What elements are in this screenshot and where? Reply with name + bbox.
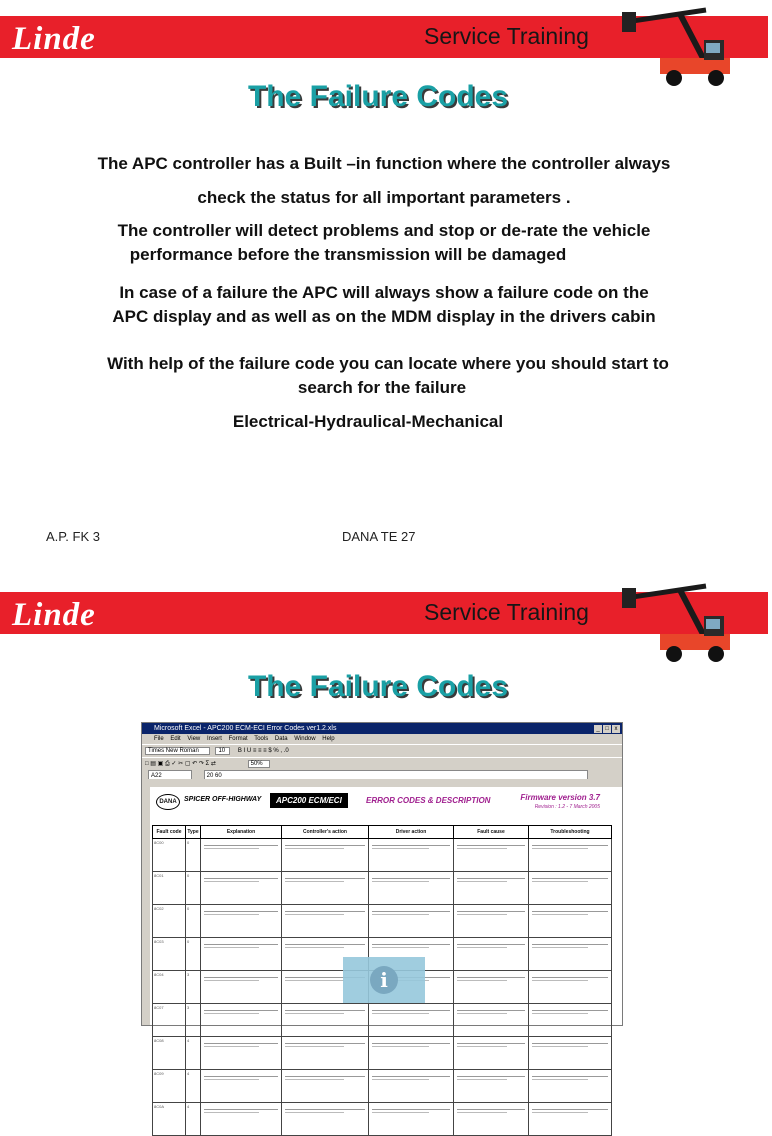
- text-cell: [369, 1103, 454, 1136]
- text-cell: [282, 905, 369, 938]
- table-row: [153, 872, 612, 905]
- type-cell: 4: [186, 1070, 201, 1103]
- revision-label: Revision : 1.2 - 7 March 2005: [534, 804, 600, 810]
- text-cell: [201, 1037, 282, 1070]
- text-cell: [282, 872, 369, 905]
- sheet-banner: [156, 791, 612, 813]
- text-cell: [201, 839, 282, 872]
- row-headers: [142, 787, 150, 1025]
- linde-logo: Linde: [12, 597, 96, 633]
- fault-code-cell: 8C04: [153, 971, 186, 1004]
- fault-code-cell: 8C09: [153, 1070, 186, 1103]
- text-cell: [282, 1004, 369, 1037]
- text-cell: [454, 839, 529, 872]
- window-controls: _ □ x: [593, 724, 620, 735]
- text-cell: [369, 1070, 454, 1103]
- service-training-label: Service Training: [424, 23, 589, 49]
- text-cell: [282, 1103, 369, 1136]
- fault-code-cell: 8C01: [153, 872, 186, 905]
- text-cell: [529, 839, 612, 872]
- paragraph-line: Electrical-Hydraulical-Mechanical: [232, 412, 504, 431]
- menu-tools: Tools: [254, 736, 269, 742]
- excel-title-bar: [142, 723, 622, 734]
- table-row: [153, 1103, 612, 1136]
- text-cell: [529, 971, 612, 1004]
- text-cell: [369, 1037, 454, 1070]
- paragraph-line: APC display and as well as on the MDM display in the drivers cabin: [112, 307, 656, 326]
- text-cell: [201, 1004, 282, 1037]
- excel-screenshot: [141, 722, 623, 1109]
- doc-title: ERROR CODES & DESCRIPTION: [366, 796, 491, 805]
- text-cell: [454, 1037, 529, 1070]
- table-row: [153, 1070, 612, 1103]
- paragraph-line: With help of the failure code you can locate where you should start to: [107, 354, 669, 373]
- linde-logo: Linde: [12, 21, 96, 57]
- info-overlay[interactable]: [343, 957, 425, 1003]
- fault-code-cell: 8C00: [153, 839, 186, 872]
- text-cell: [282, 1070, 369, 1103]
- brand-line: SPICER OFF-HIGHWAY: [184, 796, 262, 803]
- column-header: Troubleshooting: [529, 826, 612, 839]
- menu-edit: Edit: [170, 736, 181, 742]
- fault-code-cell: 8C02: [153, 905, 186, 938]
- fault-code-cell: 8C0A: [153, 1103, 186, 1136]
- paragraph-line: performance before the transmission will be damaged: [129, 245, 567, 264]
- slide-2: [0, 576, 768, 1109]
- slide-1: [0, 0, 768, 560]
- slide-title: The Failure Codes: [247, 670, 509, 703]
- column-header: Driver action: [369, 826, 454, 839]
- paragraph-line: In case of a failure the APC will always show a failure code on the: [119, 283, 649, 302]
- text-cell: [529, 872, 612, 905]
- menu-file: File: [154, 736, 164, 742]
- text-cell: [201, 905, 282, 938]
- table-row: [153, 1037, 612, 1070]
- text-cell: [454, 872, 529, 905]
- type-cell: 4: [186, 1037, 201, 1070]
- reach-stacker-icon: [620, 576, 738, 668]
- excel-window-title: Microsoft Excel - APC200 ECM-ECI Error Codes ver1.2.xls: [154, 725, 337, 732]
- type-cell: 3: [186, 971, 201, 1004]
- text-cell: [454, 971, 529, 1004]
- table-row: [153, 905, 612, 938]
- text-cell: [454, 938, 529, 971]
- text-cell: [201, 971, 282, 1004]
- paragraph-line: check the status for all important parameters .: [197, 188, 571, 207]
- column-headers: [142, 779, 622, 787]
- text-cell: [454, 1004, 529, 1037]
- reach-stacker-icon: [620, 0, 738, 92]
- dana-logo: DANA: [156, 794, 180, 810]
- excel-standard-toolbar: [142, 757, 622, 770]
- column-header: Fault code: [153, 826, 186, 839]
- text-cell: [369, 839, 454, 872]
- menu-window: Window: [294, 736, 316, 742]
- zoom-box: 50%: [248, 760, 270, 768]
- text-cell: [201, 938, 282, 971]
- slide-title: The Failure Codes: [247, 80, 509, 113]
- text-cell: [529, 1070, 612, 1103]
- font-size-box: 10: [215, 747, 230, 755]
- text-cell: [201, 1070, 282, 1103]
- table-row: [153, 839, 612, 872]
- excel-format-toolbar: [142, 744, 622, 757]
- text-cell: [529, 1004, 612, 1037]
- text-cell: [454, 905, 529, 938]
- type-cell: 0: [186, 938, 201, 971]
- type-cell: 3: [186, 1004, 201, 1037]
- excel-menu-bar: [142, 734, 622, 744]
- format-toolbar-icons: B I U ≡ ≡ ≡ $ % , .0: [237, 748, 289, 754]
- fault-code-cell: 8C07: [153, 1004, 186, 1037]
- column-header: Type: [186, 826, 201, 839]
- table-header-row: [153, 826, 612, 839]
- excel-sheet: [142, 779, 622, 1109]
- text-cell: [369, 905, 454, 938]
- column-header: Explanation: [201, 826, 282, 839]
- text-cell: [201, 1103, 282, 1136]
- text-cell: [529, 1103, 612, 1136]
- formula-value: 20 60: [204, 770, 588, 783]
- type-cell: 4: [186, 1103, 201, 1136]
- paragraph-line: The controller will detect problems and stop or de-rate the vehicle: [117, 221, 651, 240]
- standard-toolbar-icons: □ ▤ ▣ ⎙ ✓ ✂ ▢ ↶ ↷ Σ ⇄: [145, 761, 216, 767]
- paragraph-line: The APC controller has a Built –in function where the controller always: [97, 154, 671, 173]
- text-cell: [529, 938, 612, 971]
- text-cell: [454, 1070, 529, 1103]
- service-training-label: Service Training: [424, 599, 589, 625]
- name-box: A22: [148, 770, 192, 783]
- firmware-label: Firmware version 3.7: [520, 793, 600, 802]
- product-label: APC200 ECM/ECI: [270, 793, 348, 808]
- menu-view: View: [187, 736, 201, 742]
- type-cell: 0: [186, 872, 201, 905]
- footer-left: A.P. FK 3: [46, 529, 100, 544]
- menu-data: Data: [274, 736, 288, 742]
- fault-code-cell: 8C08: [153, 1037, 186, 1070]
- menu-help: Help: [322, 736, 335, 742]
- type-cell: 0: [186, 905, 201, 938]
- column-header: Fault cause: [454, 826, 529, 839]
- text-cell: [282, 1037, 369, 1070]
- menu-format: Format: [228, 736, 248, 742]
- footer-right: DANA TE 27: [342, 529, 416, 544]
- text-cell: [369, 1004, 454, 1037]
- column-header: Controller's action: [282, 826, 369, 839]
- text-cell: [529, 1037, 612, 1070]
- table-row: [153, 1004, 612, 1037]
- type-cell: 0: [186, 839, 201, 872]
- text-cell: [282, 839, 369, 872]
- paragraph-line: search for the failure: [297, 378, 467, 397]
- fault-code-cell: 8C03: [153, 938, 186, 971]
- info-icon[interactable]: i: [370, 966, 398, 994]
- text-cell: [529, 905, 612, 938]
- text-cell: [369, 872, 454, 905]
- menu-insert: Insert: [206, 736, 222, 742]
- font-name-box: Times New Roman: [145, 747, 210, 755]
- text-cell: [201, 872, 282, 905]
- text-cell: [454, 1103, 529, 1136]
